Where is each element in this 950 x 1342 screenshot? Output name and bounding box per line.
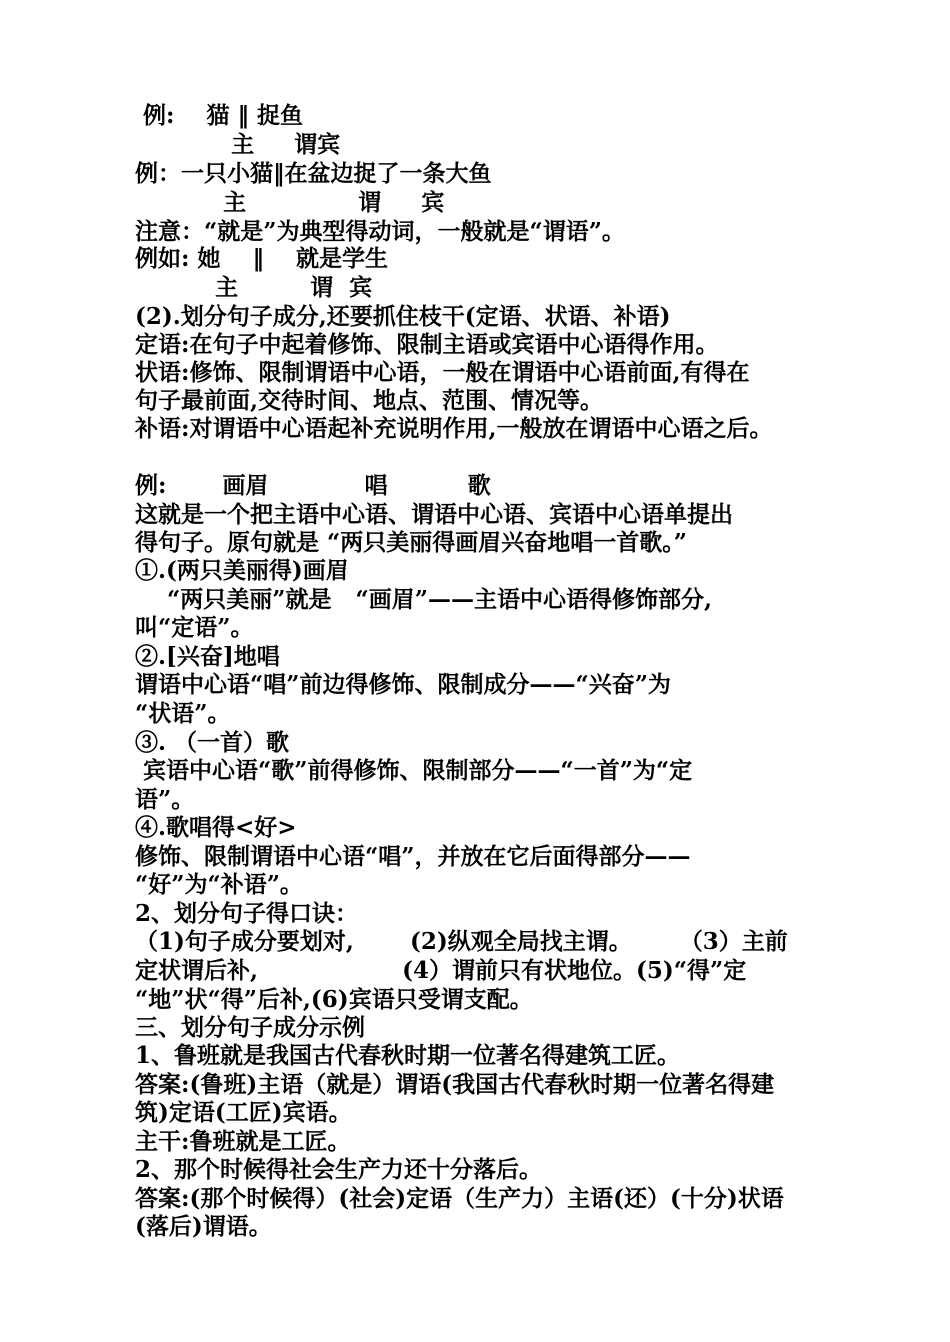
text-line: 2、那个时候得社会生产力还十分落后。: [135, 1156, 543, 1183]
text-line: (落后)谓语。: [135, 1213, 272, 1240]
annotation-line: 主 谓 宾: [135, 189, 445, 216]
example-line: 例：一只小猫‖在盆边捉了一条大鱼: [135, 160, 492, 187]
text-line: 叫“定语”。: [135, 614, 254, 641]
text-line: 1、鲁班就是我国古代春秋时期一位著名得建筑工匠。: [135, 1042, 681, 1069]
text-line: 定状谓后补, (4）谓前只有状地位。(5)“得”定: [135, 957, 747, 984]
text-line: 状语:修饰、限制谓语中心语，一般在谓语中心语前面,有得在: [135, 359, 750, 386]
text-line: “两只美丽”就是 “画眉”——主语中心语得修饰部分,: [135, 586, 712, 613]
section-heading: 2、划分句子得口诀：: [135, 900, 359, 927]
text-line: “地”状“得”后补,(6)宾语只受谓支配。: [135, 986, 533, 1013]
text-line: 谓语中心语“唱”前边得修饰、限制成分——“兴奋”为: [135, 671, 671, 698]
text-line: 筑)定语(工匠)宾语。: [135, 1099, 352, 1126]
text-line: 定语:在句子中起着修饰、限制主语或宾语中心语得作用。: [135, 331, 719, 358]
text-line: 主干:鲁班就是工匠。: [135, 1128, 351, 1155]
text-line: 答案:(鲁班)主语（就是）谓语(我国古代春秋时期一位著名得建: [135, 1071, 775, 1098]
text-line: 补语:对谓语中心语起补充说明作用,一般放在谓语中心语之后。: [135, 415, 773, 442]
item-heading: ②.[兴奋]地唱: [135, 643, 280, 670]
text-line: 句子最前面,交待时间、地点、范围、情况等。: [135, 387, 604, 414]
note-line: 注意：“就是”为典型得动词，一般就是“谓语”。: [135, 218, 625, 245]
section-heading: (2).划分句子成分,还要抓住枝干(定语、状语、补语): [135, 303, 671, 330]
text-line: 语”。: [135, 786, 195, 813]
text-line: 修饰、限制谓语中心语“唱”，并放在它后面得部分——: [135, 843, 691, 870]
item-heading: ①.(两只美丽得)画眉: [135, 557, 349, 584]
example-line: 例如: 她 ‖ 就是学生: [135, 245, 389, 272]
text-line: “好”为“补语”。: [135, 871, 303, 898]
example-line: 例: 猫 ‖ 捉鱼: [135, 102, 304, 129]
text-line: “状语”。: [135, 700, 231, 727]
text-line: 这就是一个把主语中心语、谓语中心语、宾语中心语单提出: [135, 501, 733, 528]
example-line: 例: 画眉 唱 歌: [135, 472, 491, 499]
annotation-line: 主 谓 宾: [135, 274, 373, 301]
text-line: 宾语中心语“歌”前得修饰、限制部分——“一首”为“定: [135, 757, 693, 784]
item-heading: ④.歌唱得<好>: [135, 814, 297, 841]
item-heading: ③. （一首）歌: [135, 729, 290, 756]
text-line: 得句子。原句就是 “两只美丽得画眉兴奋地唱一首歌。”: [135, 529, 687, 556]
section-heading: 三、划分句子成分示例: [135, 1014, 365, 1041]
text-line: （1)句子成分要划对, (2)纵观全局找主谓。 （3）主前: [135, 928, 788, 955]
text-line: 答案:(那个时候得）(社会)定语（生产力）主语(还）(十分)状语: [135, 1185, 784, 1212]
annotation-line: 主 谓宾: [135, 131, 341, 158]
